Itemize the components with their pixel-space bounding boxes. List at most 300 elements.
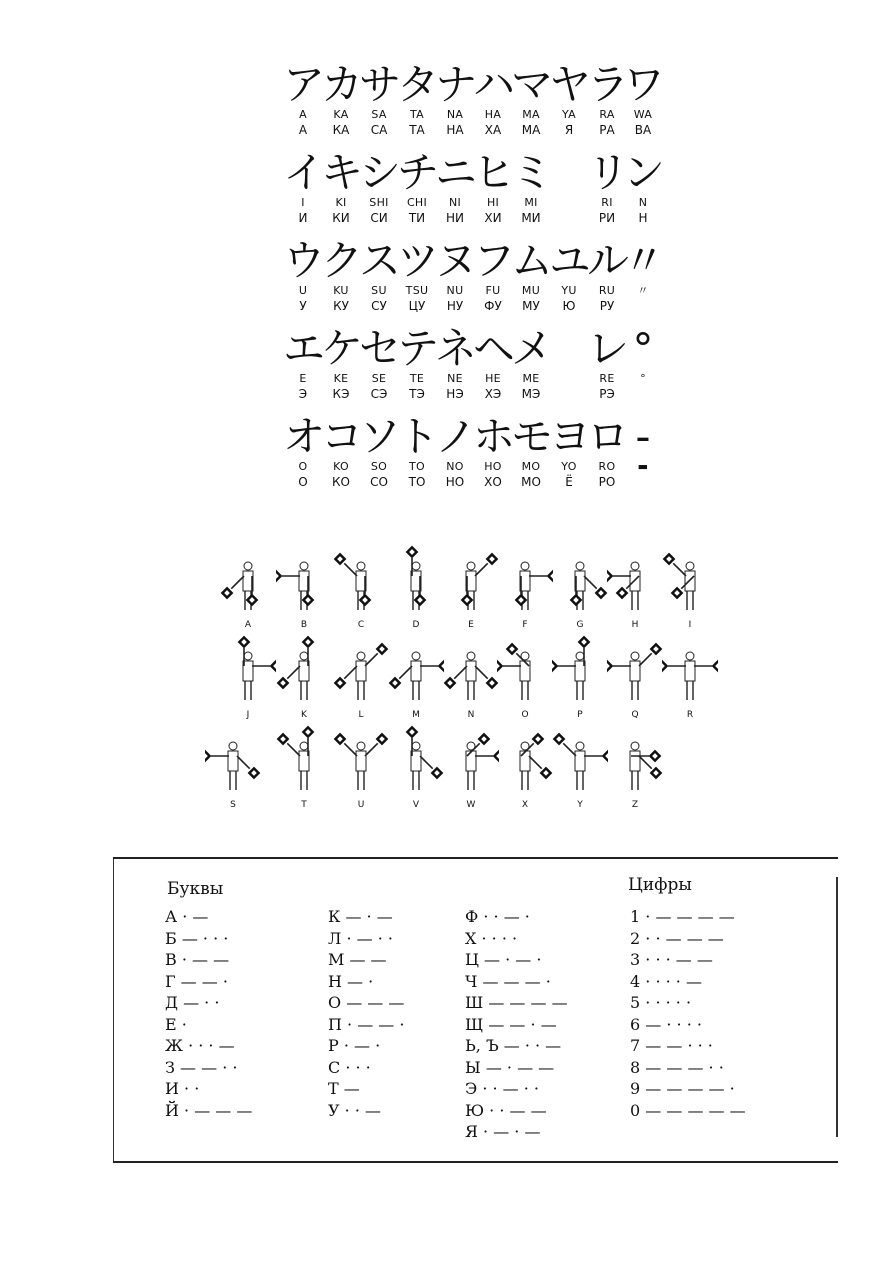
signalman-icon [333,720,389,798]
kana-cell [321,60,364,138]
kana-cyrillic: РА [599,123,615,137]
morse-entry: Э · · — · · [465,1079,540,1098]
kana-romaji: MI [524,196,538,209]
kana-cell [321,324,364,402]
signalman-icon [220,630,276,708]
kana-cell [321,236,364,314]
morse-entry: Ж · · · — [165,1036,235,1055]
kana-cell [549,326,589,402]
kana-cyrillic: У [299,299,307,313]
signalman-icon [333,630,389,708]
semaphore-letter: K [301,710,307,720]
kana-romaji: TSU [405,284,429,297]
signalman-icon [388,630,444,708]
semaphore-figure [607,630,663,720]
semaphore-letter: Y [577,800,583,810]
morse-entry: Х · · · · [465,928,518,948]
letters-heading: Буквы [167,879,224,899]
morse-entry: Й · — — — [165,1100,253,1120]
semaphore-letter: O [521,710,529,720]
signalman-icon [662,630,718,708]
semaphore-letter: Q [631,710,639,720]
kana-cell [283,148,326,226]
semaphore-letter: M [412,710,420,720]
morse-entry: Я · — · — [465,1122,541,1141]
semaphore-letter: Z [631,800,639,810]
kana-cell [623,60,666,138]
kana-glyph: シ [359,148,402,197]
kana-glyph: ワ [623,60,666,109]
kana-romaji: SO [370,460,388,473]
morse-entry: Б — · · · [165,928,229,948]
kana-glyph: セ [359,324,402,373]
kana-romaji: ° [640,372,646,385]
morse-entry: А · — [165,907,209,926]
kana-romaji: MO [521,460,541,473]
kana-cyrillic: НУ [446,299,464,313]
kana-romaji: KE [333,372,349,385]
kana-romaji: RU [598,284,616,297]
semaphore-figure [388,630,444,720]
morse-entry: 9 — — — — · [630,1079,735,1098]
kana-cell [623,326,663,402]
kana-cyrillic: О [298,475,308,489]
kana-glyph: マ [511,60,554,109]
kana-romaji: HE [485,372,501,385]
signalman-icon [205,720,261,798]
kana-romaji: KO [333,460,349,473]
kana-romaji: KI [335,196,347,209]
semaphore-figure [220,540,276,630]
kana-cyrillic: МУ [522,299,540,313]
semaphore-figure [205,720,261,810]
semaphore-letter: F [522,620,528,630]
morse-entry: Ц — · — · [465,950,542,969]
semaphore-figure [443,630,499,720]
kana-cell [587,324,630,402]
kana-glyph: サ [359,60,402,109]
kana-romaji: RE [599,372,615,385]
kana-cyrillic: А [298,123,308,137]
kana-cyrillic: СЭ [370,387,388,401]
kana-romaji: MA [522,108,540,121]
kana-romaji: E [299,372,307,385]
kana-cyrillic: СУ [371,299,387,313]
kana-glyph [549,326,589,372]
kana-cell [549,236,592,314]
kana-glyph: タ [397,60,440,109]
kana-glyph: ユ [549,236,592,285]
signalman-icon [607,630,663,708]
semaphore-row [205,720,715,810]
kana-cyrillic: МО [521,475,541,489]
kana-cell [473,236,516,314]
semaphore-letter: U [357,800,365,810]
kana-cyrillic: Н [638,211,648,225]
morse-entry: Н — · [328,971,374,991]
morse-column-1 [165,906,252,1121]
kana-cell [549,412,592,490]
kana-romaji: NU [446,284,464,297]
semaphore-figure [607,720,663,810]
kana-cell [359,236,402,314]
morse-entry: Ю · · — — [465,1100,547,1120]
morse-entry: Ш — — — — [465,993,568,1012]
semaphore-letter: V [412,800,420,810]
signalman-icon [497,720,553,798]
signalman-icon [497,540,553,618]
kana-romaji: NO [446,460,464,473]
semaphore-figure [662,540,718,630]
kana-glyph: ミ [511,148,554,197]
kana-cyrillic [623,298,663,314]
kana-romaji: ▬ [637,460,649,473]
kana-cell [587,60,630,138]
semaphore-figure [497,630,553,720]
kana-glyph: ウ [283,236,326,285]
morse-entry: С · · · [328,1057,371,1077]
morse-entry: В · — — [165,950,230,969]
kana-glyph: ラ [587,60,630,109]
kana-glyph: ス [359,236,402,285]
kana-cell [397,236,440,314]
kana-cyrillic: МИ [521,211,541,225]
morse-entry: Р · — · [328,1036,381,1055]
kana-romaji: SA [371,108,387,121]
kana-row [283,148,666,238]
kana-glyph: ト [397,412,440,461]
signalman-icon [497,630,553,708]
kana-cyrillic: ЦУ [408,299,426,313]
kana-romaji: RA [599,108,615,121]
kana-glyph: - [635,412,651,461]
kana-glyph: キ [321,148,364,197]
kana-romaji: YU [561,284,577,297]
kana-glyph: ヘ [473,324,516,373]
kana-glyph: ン [623,148,666,197]
kana-cyrillic: Э [298,387,308,401]
kana-cell [359,412,402,490]
kana-romaji: HO [484,460,502,473]
kana-cell [397,412,440,490]
morse-entry: 7 — — · · · [630,1036,713,1055]
morse-entry: 8 — — — · · [630,1057,724,1077]
semaphore-letter: C [357,620,365,630]
morse-entry: М — — [328,950,387,969]
kana-cyrillic: ФУ [484,299,502,313]
semaphore-letter: H [631,620,639,630]
kana-glyph: メ [511,324,554,373]
kana-cell [511,412,554,490]
semaphore-figure [443,540,499,630]
kana-cyrillic: КА [332,123,350,137]
semaphore-figure [552,540,608,630]
kana-glyph: ネ [435,324,478,373]
kana-cell [435,148,478,226]
semaphore-letter: I [688,620,692,630]
semaphore-letter: G [576,620,584,630]
kana-cell [397,148,440,226]
signalman-icon [276,540,332,618]
morse-entry: Ь, Ъ — · · — [465,1036,562,1055]
kana-cyrillic: ТИ [408,211,426,225]
kana-glyph: ソ [359,412,402,461]
signalman-icon [388,720,444,798]
kana-romaji [549,196,589,210]
kana-cyrillic: Я [564,123,574,137]
kana-romaji: TA [410,108,424,121]
kana-romaji: YO [561,460,577,473]
kana-romaji: A [299,108,307,121]
morse-entry: И · · [165,1079,200,1098]
morse-entry: 3 · · · — — [630,950,713,969]
signalman-icon [333,540,389,618]
semaphore-letter: L [358,710,364,720]
kana-romaji: MU [521,284,541,297]
kana-cyrillic: КЭ [332,387,350,401]
kana-cell [511,324,554,402]
kana-cyrillic: СО [370,475,388,489]
kana-romaji: KU [333,284,349,297]
morse-column-2 [328,906,404,1121]
kana-cell [397,60,440,138]
kana-cyrillic: МЭ [521,387,541,401]
morse-entry: У · · — [328,1100,381,1120]
kana-cyrillic: И [298,211,308,225]
kana-cyrillic: КУ [333,299,349,313]
kana-cell [511,60,554,138]
morse-entry: З — — · · [165,1057,238,1077]
kana-romaji: RI [601,196,613,209]
kana-glyph: ニ [435,148,478,197]
kana-cell [473,324,516,402]
kana-glyph: ノ [435,412,478,461]
kana-cell [359,60,402,138]
morse-entry: 2 · · — — — [630,928,724,948]
kana-cell [435,412,478,490]
morse-code-table [113,857,838,1163]
kana-glyph: ハ [473,60,516,109]
kana-cell [549,150,589,226]
kana-cyrillic: ХИ [484,211,502,225]
kana-cell [359,324,402,402]
kana-cyrillic: КИ [332,211,350,225]
kana-cell [623,148,666,226]
kana-cell [435,236,478,314]
semaphore-letter: N [467,710,475,720]
kana-cyrillic: ВА [634,123,652,137]
signalman-icon [662,540,718,618]
kana-cyrillic: ТА [409,123,425,137]
kana-glyph: ロ [587,412,630,461]
kana-cell [283,324,326,402]
kana-cell [549,60,592,138]
kana-romaji: YA [562,108,576,121]
kana-glyph: ヤ [549,60,592,109]
kana-row [283,236,666,326]
kana-glyph: ホ [473,412,516,461]
semaphore-letter: D [412,620,420,630]
kana-glyph: ル [587,236,630,285]
kana-cell [283,412,326,490]
kana-cyrillic: РЭ [599,387,615,401]
semaphore-letter: P [577,710,583,720]
kana-romaji: ME [522,372,540,385]
kana-romaji: SU [371,284,387,297]
semaphore-figure [662,630,718,720]
signalman-icon [552,720,608,798]
signalman-icon [552,630,608,708]
kana-cell [511,236,554,314]
kana-cyrillic: СИ [370,211,388,225]
kana-romaji [549,372,589,386]
kana-cell [511,148,554,226]
morse-entry: Д — · · [165,993,220,1012]
kana-romaji: WA [633,108,653,121]
semaphore-figure [333,630,389,720]
kana-cyrillic [549,386,589,402]
kana-cyrillic: РИ [598,211,616,225]
kana-romaji: KA [333,108,349,121]
morse-column-4 [630,906,746,1121]
kana-cyrillic: ХЭ [484,387,502,401]
signalman-icon [607,720,663,798]
signalman-icon [443,540,499,618]
morse-entry: 0 — — — — — [630,1100,746,1120]
semaphore-figure [607,540,663,630]
kana-glyph: カ [321,60,364,109]
kana-cyrillic: НЭ [446,387,464,401]
semaphore-figure [497,540,553,630]
kana-cell [321,148,364,226]
kana-glyph: ヨ [549,412,592,461]
kana-cyrillic: НО [445,475,465,489]
kana-cyrillic [623,474,663,490]
kana-romaji: HA [484,108,502,121]
kana-glyph: 〃 [623,236,666,285]
semaphore-letter: E [468,620,474,630]
kana-romaji: NE [447,372,463,385]
kana-glyph: テ [397,324,440,373]
morse-entry: Щ — — · — [465,1014,557,1034]
digits-heading: Цифры [628,875,692,895]
signalman-icon [388,540,444,618]
morse-entry: О — — — [328,993,405,1012]
signalman-icon [552,540,608,618]
kana-cyrillic: НИ [446,211,464,225]
kana-cell [623,236,666,314]
kana-glyph: ム [511,236,554,285]
kana-romaji: RO [598,460,616,473]
semaphore-figure [388,720,444,810]
kana-cyrillic: ТЭ [409,387,425,401]
kana-glyph: オ [283,412,326,461]
semaphore-row [205,540,715,630]
kana-cell [321,412,364,490]
kana-glyph: エ [283,324,326,373]
kana-cell [435,60,478,138]
semaphore-letter: X [521,800,529,810]
kana-glyph [549,150,589,196]
kana-glyph: コ [321,412,364,461]
kana-romaji: TO [409,460,425,473]
kana-cyrillic: СА [370,123,388,137]
kana-cyrillic [549,210,589,226]
kana-glyph: ヒ [473,148,516,197]
kana-cell [283,236,326,314]
kana-romaji: CHI [406,196,428,209]
signalman-icon [443,630,499,708]
kana-cyrillic [623,386,663,402]
morse-entry: Т — [328,1079,360,1098]
kana-glyph: レ [587,324,630,373]
kana-cell [397,324,440,402]
morse-entry: 4 · · · · — [630,971,702,991]
morse-entry: 5 · · · · · [630,993,692,1012]
kana-romaji: U [298,284,308,297]
kana-cell [587,412,630,490]
kana-cyrillic: КО [332,475,350,489]
semaphore-letter: R [686,710,694,720]
kana-glyph: チ [397,148,440,197]
semaphore-row [205,630,715,720]
kana-glyph: イ [283,148,326,197]
morse-entry: Л · — · · [328,928,393,948]
kana-romaji: HI [486,196,500,209]
kana-cell [473,148,516,226]
signalman-icon [220,540,276,618]
kana-cyrillic: ХА [484,123,502,137]
table-left-border [113,859,114,1161]
kana-romaji: NA [446,108,464,121]
semaphore-figure [276,720,332,810]
kana-romaji: SHI [369,196,389,209]
kana-cell [473,412,516,490]
semaphore-letter: A [244,620,252,630]
semaphore-letter: B [300,620,308,630]
kana-romaji: TE [409,372,425,385]
kana-cyrillic: Ё [565,475,573,489]
kana-glyph: ナ [435,60,478,109]
signalman-icon [443,720,499,798]
kana-cyrillic: МА [521,123,541,137]
morse-entry: 1 · — — — — [630,907,735,926]
semaphore-letter: T [301,800,307,810]
kana-romaji: SE [371,372,387,385]
morse-entry: Ч — — — · [465,971,551,991]
kana-romaji: I [301,196,305,209]
semaphore-figure [552,630,608,720]
kana-glyph: ヌ [435,236,478,285]
morse-column-3 [465,906,568,1143]
kana-cell [623,414,663,490]
kana-cell [587,148,630,226]
kana-glyph: ° [632,324,654,373]
semaphore-figure [497,720,553,810]
kana-glyph: ア [283,60,326,109]
kana-row [283,60,666,150]
kana-glyph: フ [473,236,516,285]
kana-row [283,412,651,502]
morse-entry: П · — — · [328,1014,405,1034]
semaphore-figure [552,720,608,810]
morse-entry: Е · [165,1014,187,1034]
signalman-icon [276,630,332,708]
kana-cell [359,148,402,226]
kana-cyrillic: Ю [562,299,576,313]
kana-cyrillic: НА [446,123,464,137]
semaphore-chart [205,540,715,810]
